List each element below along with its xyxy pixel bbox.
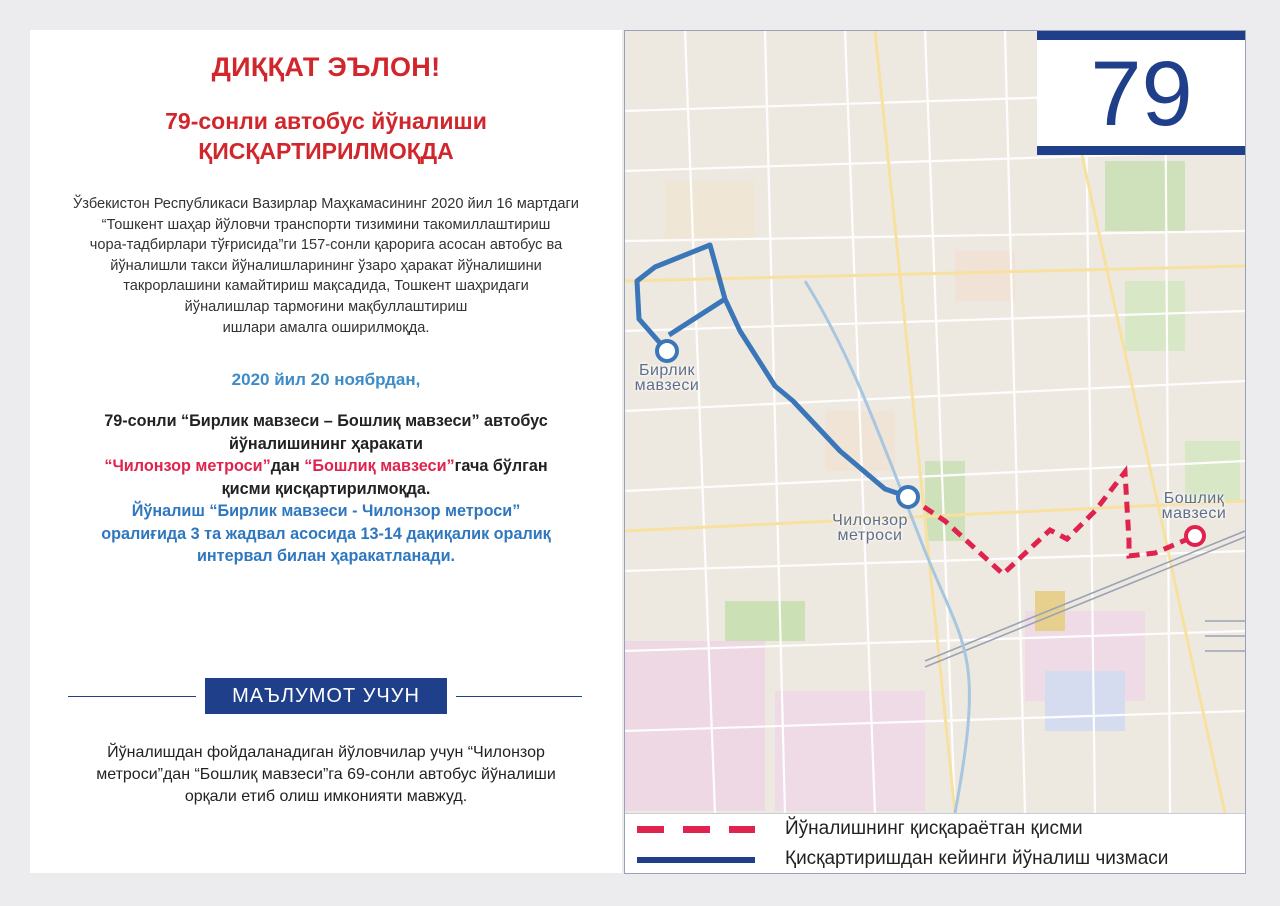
effective-date: 2020 йил 20 ноябрдан, xyxy=(231,370,421,389)
stop-label-line: мавзеси xyxy=(1161,505,1227,522)
stop-label-line: мавзеси xyxy=(634,377,700,394)
industrial-zone xyxy=(1045,671,1125,731)
notice-panel xyxy=(30,30,622,873)
stop-label-line: Бошлиқ xyxy=(1163,490,1225,507)
legend-label-shortened: Йўналишнинг қисқараётган қисми xyxy=(785,818,1083,839)
notice-connector: гача бўлган xyxy=(454,457,548,475)
notice-blue-line: интервал билан ҳаракатланади. xyxy=(196,547,456,565)
stop-marker-boshliq xyxy=(1186,527,1204,545)
residential-area xyxy=(665,181,755,241)
notice-blue-line: Йўналиш “Бирлик мавзеси - Чилонзор метроси” xyxy=(131,502,521,520)
notice-line-3 xyxy=(30,455,622,478)
intro-line: такрорлашини камайтириш мақсадида, Тошкент шаҳридаги xyxy=(123,278,529,295)
legend-dashed-line xyxy=(637,826,755,833)
intro-line: чора-тадбирлари тўғрисида”ги 157-сонли қарорига асосан автобус ва xyxy=(89,237,563,254)
park-area xyxy=(725,601,805,641)
intro-line: “Тошкент шаҳар йўловчи транспорти тизимини такомиллаштириш xyxy=(101,216,551,233)
legend-solid-line xyxy=(637,857,755,863)
info-divider-right xyxy=(456,696,582,697)
legend-label-new-route: Қисқартиришдан кейинги йўналиш чизмаси xyxy=(785,848,1169,869)
stop-label-boshliq xyxy=(1149,491,1239,521)
notice-connector: дан xyxy=(270,457,305,475)
residential-area xyxy=(955,251,1015,301)
intro-line: йўналишли такси йўналишларининг ўзаро ҳаракат йўналишини xyxy=(110,257,542,274)
stop-label-line: Бирлик xyxy=(638,362,696,379)
industrial-zone xyxy=(625,641,765,811)
stop-name-boshliq: “Бошлиқ мавзеси” xyxy=(304,457,455,475)
route-number: 79 xyxy=(1090,43,1193,145)
info-line: Йўналишдан фойдаланадиган йўловчилар учун “Чилонзор xyxy=(107,744,545,761)
notice-title: ДИҚҚАТ ЭЪЛОН! xyxy=(211,52,441,82)
info-paragraph xyxy=(30,742,622,808)
info-line: метроси”дан “Бошлиқ мавзеси”га 69-сонли автобус йўналиши xyxy=(96,766,556,783)
map-panel xyxy=(624,30,1246,874)
info-line: орқали етиб олиш имконияти мавжуд. xyxy=(184,788,468,805)
intro-line: йўналишлар тармоғини мақбуллаштириш xyxy=(184,298,468,315)
notice-line-4: қисми қисқартирилмоқда. xyxy=(221,479,431,498)
stop-label-line: метроси xyxy=(837,527,903,544)
intro-paragraph xyxy=(36,194,616,338)
route-change-notice xyxy=(30,410,622,568)
stop-marker-birlik xyxy=(657,341,677,361)
intro-line: ишлари амалга оширилмоқда. xyxy=(222,319,430,336)
stop-marker-chilonzor xyxy=(898,487,918,507)
intro-line: Ўзбекистон Республикаси Вазирлар Маҳкамасининг 2020 йил 16 мартдаги xyxy=(73,196,579,212)
map-legend xyxy=(625,813,1245,874)
stop-label-line: Чилонзор xyxy=(832,512,908,529)
subtitle-line-1: 79-сонли автобус йўналиши xyxy=(165,108,487,134)
stop-name-chilonzor: “Чилонзор метроси” xyxy=(104,457,271,475)
notice-line-2: йўналишининг ҳаракати xyxy=(228,434,424,453)
notice-line-1: 79-сонли “Бирлик мавзеси – Бошлиқ мавзеси” автобус xyxy=(104,412,548,430)
park-area xyxy=(1125,281,1185,351)
stop-label-chilonzor xyxy=(825,513,915,543)
notice-subtitle xyxy=(30,106,622,166)
city-map xyxy=(625,31,1245,813)
stop-label-birlik xyxy=(627,363,707,393)
industrial-zone xyxy=(775,691,925,811)
info-heading: МАЪЛУМОТ УЧУН xyxy=(205,678,447,714)
info-divider-left xyxy=(68,696,196,697)
route-number-box xyxy=(1037,31,1245,155)
park-area xyxy=(1105,161,1185,231)
subtitle-line-2: ҚИСҚАРТИРИЛМОҚДА xyxy=(198,138,454,164)
notice-blue-line: оралиғида 3 та жадвал асосида 13-14 дақиқалик оралиқ xyxy=(101,524,551,543)
